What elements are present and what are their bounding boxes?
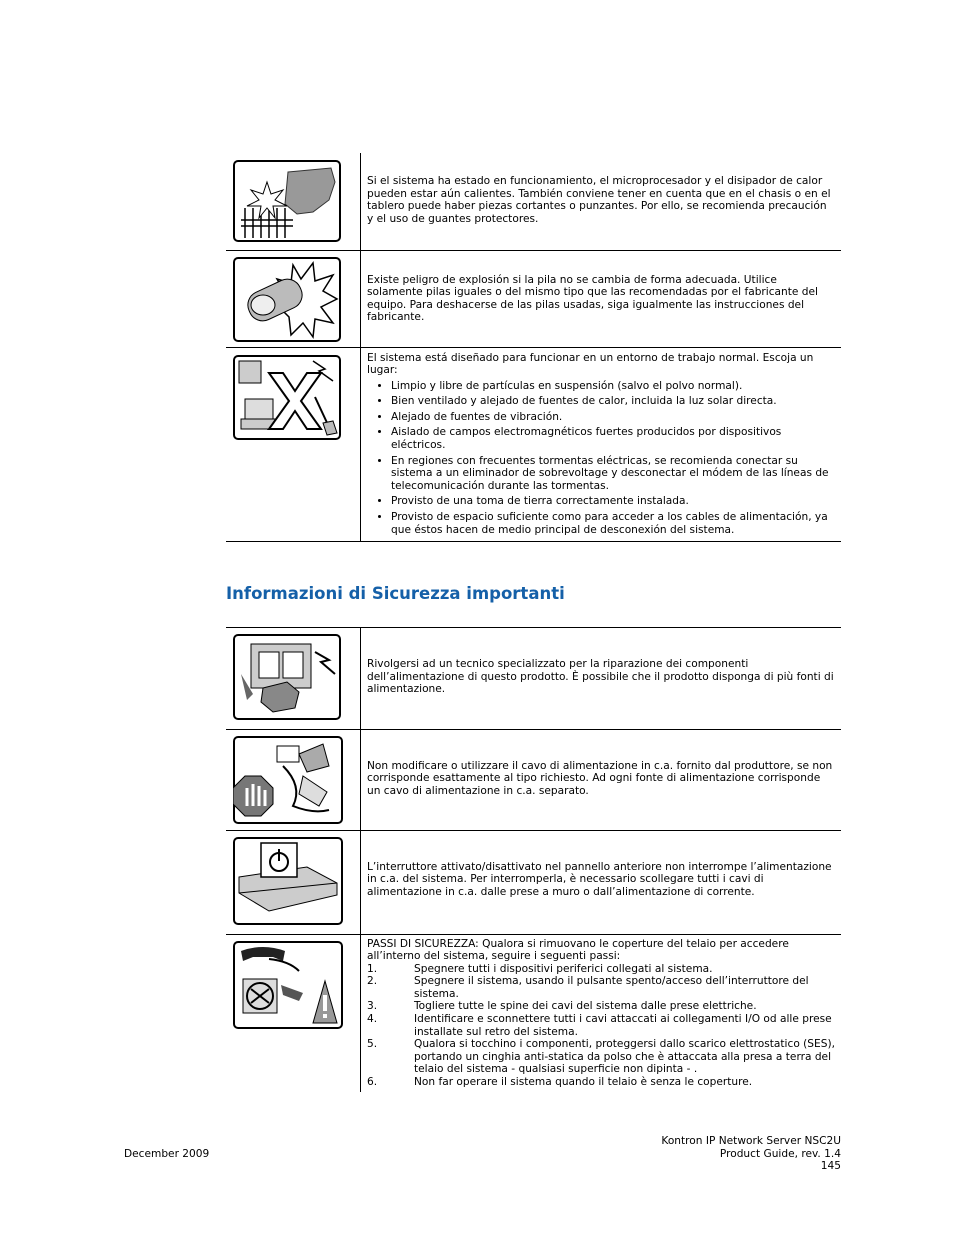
- step-text: Spegnere il sistema, usando il pulsante spento/acceso dell’interruttore del sistema.: [414, 975, 809, 1000]
- step-number: 1.: [367, 962, 378, 975]
- list-item: [367, 975, 835, 1000]
- list-item: • En regiones con frecuentes tormentas eléctricas, se recomienda conectar su sistema a un eliminador de sobrevoltage y desconectar el módem de las líneas de telecomunicación durante las tormentas.: [391, 455, 835, 493]
- page-number: 145: [820, 1160, 841, 1173]
- list-item: • Provisto de una toma de tierra correctamente instalada.: [391, 495, 835, 508]
- safety-row: [226, 934, 841, 1092]
- safety-row: [226, 830, 841, 934]
- step-text: Qualora si tocchino i componenti, proteggersi dallo scarico elettrostatico (SES), portando un cinghia anti-statica da polso che è attaccata alla presa a terra del telaio del sistema - qualsiasi superficie non dipinta - .: [414, 1038, 835, 1076]
- list-item: • Aislado de campos electromagnéticos fuertes producidos por dispositivos eléctricos.: [391, 426, 835, 451]
- section-heading: Informazioni di Sicurezza importanti: [226, 584, 565, 603]
- hot-heatsink-hand-icon: [233, 160, 341, 242]
- battery-explosion-icon: [233, 257, 341, 342]
- safety-steps-list: [367, 963, 835, 1089]
- step-number: 3.: [367, 1000, 378, 1013]
- list-item: [367, 1076, 835, 1089]
- spanish-safety-table: [226, 153, 841, 542]
- list-item: [367, 1000, 835, 1013]
- list-item: [367, 1038, 835, 1076]
- list-item: • Bien ventilado y alejado de fuentes de calor, incluida la luz solar directa.: [391, 395, 835, 408]
- step-number: 2.: [367, 975, 378, 988]
- safety-row: [226, 729, 841, 830]
- italian-safety-table: [226, 627, 841, 1092]
- list-item: • Limpio y libre de partículas en suspensión (salvo el polvo normal).: [391, 380, 835, 393]
- safety-row: [226, 153, 841, 250]
- safety-text: Rivolgersi ad un tecnico specializzato per la riparazione dei componenti dell’alimentazione di questo prodotto. È possibile che il prodotto disponga di più fonti di alimentazione.: [367, 658, 834, 696]
- list-item: [367, 1013, 835, 1038]
- safety-intro: El sistema está diseñado para funcionar en un entorno de trabajo normal. Escoja un lugar:: [367, 351, 814, 377]
- step-text: Spegnere tutti i dispositivi periferici collegati al sistema.: [414, 962, 713, 975]
- power-switch-chassis-icon: [233, 837, 343, 925]
- step-text: Togliere tutte le spine dei cavi del sistema dalle prese elettriche.: [414, 1000, 757, 1013]
- footer-product: Kontron IP Network Server NSC2U: [661, 1135, 841, 1147]
- power-cord-stop-hand-icon: [233, 736, 343, 824]
- safety-row: [226, 628, 841, 729]
- step-text: Non far operare il sistema quando il telaio è senza le coperture.: [414, 1076, 753, 1089]
- safety-row: [226, 347, 841, 541]
- footer-product-info: [661, 1135, 841, 1173]
- environment-hazards-icon: [233, 355, 341, 440]
- safety-intro: PASSI DI SICUREZZA: Qualora si rimuovano le coperture del telaio per accedere all’interno del sistema, seguire i seguenti passi:: [367, 937, 789, 963]
- footer-date: December 2009: [124, 1148, 210, 1160]
- safety-text: Existe peligro de explosión si la pila no se cambia de forma adecuada. Utilice solamente pilas iguales o del mismo tipo que las recomendadas por el fabricante del equipo. Para deshacerse de las pilas usadas, siga igualmente las instrucciones del fabricante.: [367, 273, 818, 324]
- list-item: • Alejado de fuentes de vibración.: [391, 411, 835, 424]
- safety-text: Non modificare o utilizzare il cavo di alimentazione in c.a. fornito dal produttore, se non corrisponde esattamente al tipo richiesto. Ad ogni fonte di alimentazione corrisponde un cavo di alimentazione in c.a. separato.: [367, 759, 833, 797]
- safety-steps-icon: [233, 941, 343, 1029]
- list-item: [367, 963, 835, 976]
- list-item: • Provisto de espacio suficiente como para acceder a los cables de alimentación, ya que éstos hacen de medio principal de desconexión del sistema.: [391, 511, 835, 536]
- safety-text: Si el sistema ha estado en funcionamiento, el microprocesador y el disipador de calor pueden estar aún calientes. También conviene tener en cuenta que en el chasis o en el tablero puede haber piezas cortantes o punzantes. Por ello, se recomienda precaución y el uso de guantes protectores.: [367, 175, 831, 225]
- footer-guide: Product Guide, rev. 1.4: [719, 1147, 841, 1160]
- step-text: Identificare e sconnettere tutti i cavi attaccati ai collegamenti I/O od alle prese installate sul retro del sistema.: [414, 1013, 832, 1038]
- power-supply-shock-icon: [233, 634, 341, 720]
- step-number: 5.: [367, 1038, 378, 1051]
- environment-list: [367, 380, 835, 537]
- safety-row: [226, 250, 841, 347]
- safety-text: L’interruttore attivato/disattivato nel pannello anteriore non interrompe l’alimentazione in c.a. del sistema. Per interromperla, è necessario scollegare tutti i cavi di alimentazione in c.a. dalle prese a muro o dall’alimentazione di corrente.: [367, 860, 832, 898]
- step-number: 6.: [367, 1076, 378, 1089]
- step-number: 4.: [367, 1013, 378, 1026]
